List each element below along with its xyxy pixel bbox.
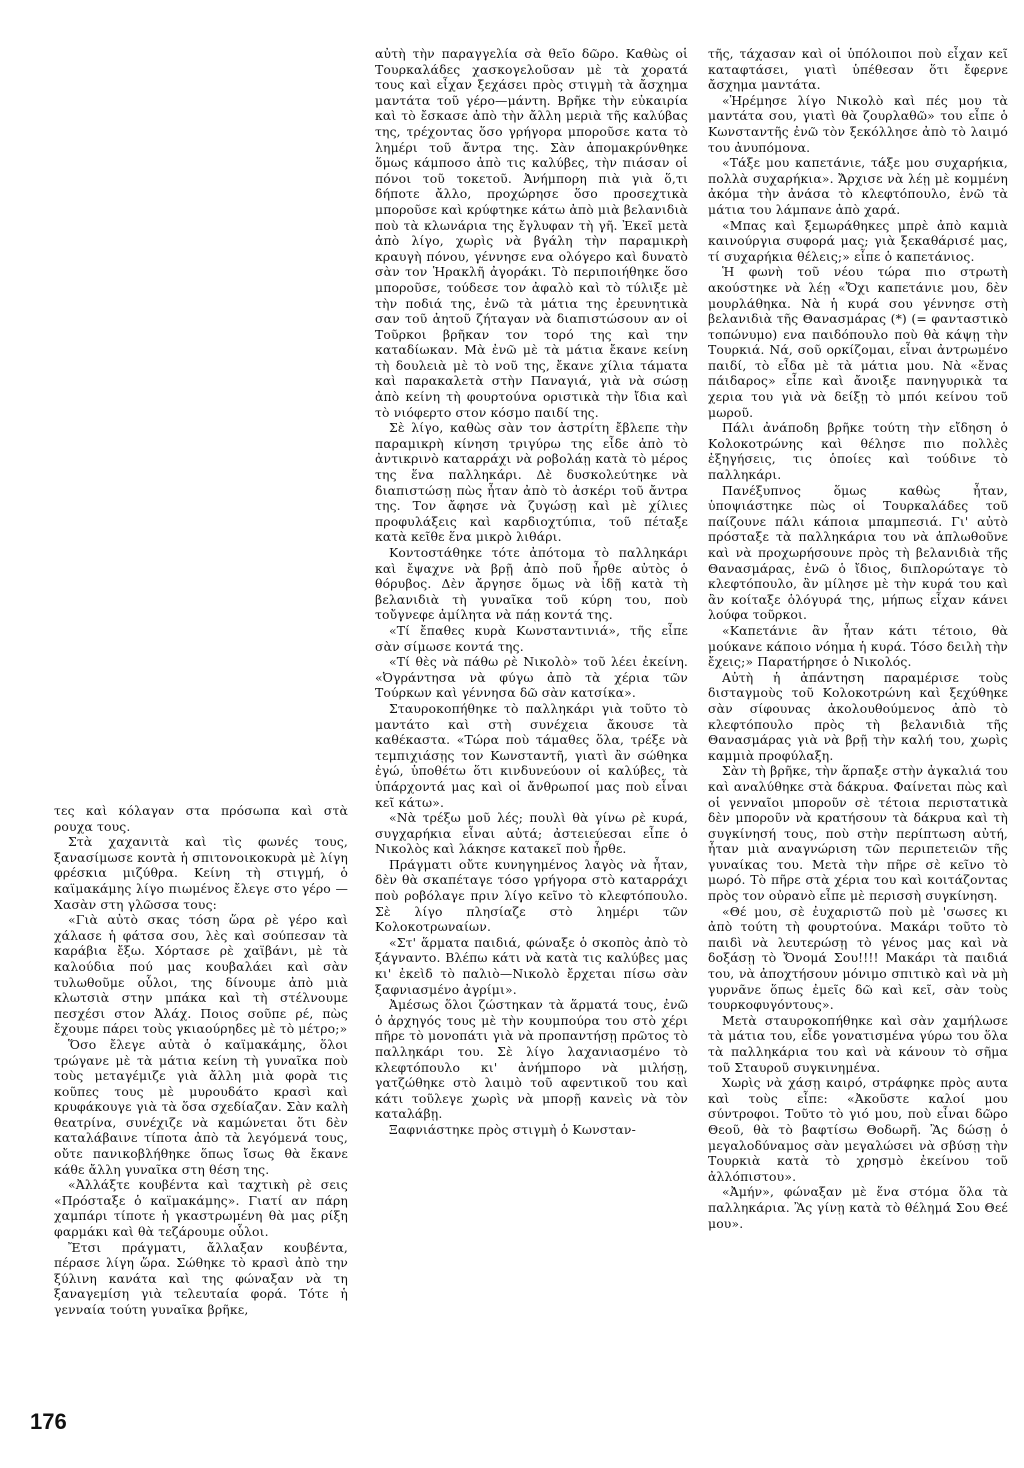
paragraph: «Μπας καὶ ξεμωράθηκες μπρὲ ἀπὸ καμιὰ καινούργια συφορά μας; γιὰ ξεκαθάρισέ μας, τί συχαρήκια θέλεις;» εἶπε ὁ καπετάνιος. [708,217,1008,264]
paragraph: Πανέξυπνος ὅμως καθὼς ἦταν, ὑποψιάστηκε πὼς οἱ Τουρκαλάδες τοῦ παίζουνε πάλι κάποια μπαμπεσιά. Γι' αὐτὸ πρόσταξε τὰ παλληκάρια του νὰ ἁπλωθοῦνε καὶ νὰ προχωρήσουνε πρὸς τὴ βελανιδιὰ τῆς Θανασμάρας, ἐνῶ ὁ ἴδιος, διπλορώταγε τὸ κλεφτόπουλο, ἂν μίλησε μὲ τὴν κυρά του καὶ ἂν κοίταξε ὁλόγυρά της, μήπως εἶχαν κάνει λούφα τοῦρκοι. [708,482,1008,623]
paragraph: «Θέ μου, σὲ ἐυχαριστῶ ποὺ μὲ 'σωσες κι ἀπὸ τούτη τὴ φουρτούνα. Μακάρι τοῦτο τὸ παιδὶ νὰ λευτερώσῃ τὸ γένος μας καὶ νὰ δοξάσῃ τὸ Ὄνομά Σου!!!! Μακάρι τὰ παιδιά του, νὰ ἀποχτήσουν μόνιμο σπιτικὸ καὶ νὰ μὴ γυρνᾶνε ὅπως ἐμεῖς δῶ καὶ κεῖ, σὰν τοὺς τουρκοφυγόντους». [708,903,1008,1013]
paragraph: Ἡ φωνὴ τοῦ νέου τώρα πιο στρωτὴ ακούστηκε νὰ λέῃ «Ὄχι καπετάνιε μου, δὲν μουρλάθηκα. Νὰ ἡ κυρά σου γέννησε στὴ βελανιδιὰ τῆς Θανασμάρας (*) (= φανταστικὸ τοπώνυμο) ενα παιδόπουλο ποὺ θὰ κάψῃ τὴν Τουρκιά. Νά, σοῦ ορκίζομαι, εἶναι ἀντρωμένο παιδί, τὸ εἶδα μὲ τὰ μάτια μου. Νὰ «ἕνας πάιδαρος» εἶπε καὶ ἄνοιξε πανηγυρικὰ τα χερια του γιὰ νὰ δείξῃ τὸ μπόι κείνου τοῦ μωροῦ. [708,264,1008,420]
paragraph: Χωρὶς νὰ χάσῃ καιρό, στράφηκε πρὸς αυτα καὶ τοὺς εἶπε: «Ἀκοῦστε καλοί μου σύντροφοι. Τοῦτο τὸ γιό μου, ποὺ εἶναι δῶρο Θεοῦ, θὰ τὸ βαφτίσω Θοδωρῆ. Ἂς δώσῃ ὁ μεγαλοδύναμος σὰν μεγαλώσει νὰ σβύσῃ τὴν Τουρκιὰ κατὰ τὸ χρησμὸ ἐκείνου τοῦ ἀλλόπιστου». [708,1075,1008,1184]
paragraph: «Ἀμήν», φώναξαν μὲ ἕνα στόμα ὅλα τὰ παλληκάρια. Ἂς γίνῃ κατὰ τὸ θέλημά Σου Θεέ μου». [708,1184,1008,1231]
paragraph: «Τί θὲς νὰ πάθω ρὲ Νικολὸ» τοῦ λέει ἐκείνη. «Ὀγράντησα νὰ φύγω ἀπὸ τὰ χέρια τῶν Τούρκων καὶ γέννησα δῶ σὰν κατσίκα». [375,654,688,701]
text-column-middle [375,46,688,1446]
paragraph: «Γιὰ αὐτὸ σκας τόση ὥρα ρὲ γέρο καὶ χάλασε ἡ φάτσα σου, λὲς καὶ σούπεσαν τὰ καράβια ἔξω. Χόρτασε ρὲ χαϊβάνι, μὲ τὰ καλούδια πού μας κουβαλάει καὶ σὰν τυλωθοῦμε οὗλοι, της δίνουμε ἀπὸ μιὰ κλωτσιὰ στην μπάκα καὶ τὴ στέλνουμε πεσχέσι στον Ἀλάχ. Ποιος σοῦπε ρέ, πὼς ἔχουμε πάρει τοὺς γκιαούρηδες μὲ τὸ μέτρο;» [54,912,348,1037]
text-column-left [54,803,348,1423]
paragraph: «Στ' ἅρματα παιδιά, φώναξε ὁ σκοπὸς ἀπὸ τὸ ξάγναντο. Βλέπω κάτι νὰ κατὰ τις καλύβες μας κι' ἐκεὶδ τὸ παλιὸ—Νικολὸ ἔρχεται πίσω σὰν ξαφνιασμένο ἀγρίμι». [375,934,688,997]
paragraph: Κοντοστάθηκε τότε ἀπότομα τὸ παλληκάρι καὶ ἔψαχνε νὰ βρῇ ἀπὸ ποῦ ἦρθε αὐτὸς ὁ θόρυβος. Δὲν ἄργησε ὅμως νὰ ἰδῇ κατὰ τὴ βελανιδιὰ τὴ γυναῖκα τοῦ κύρη του, ποὺ τοὔγνεφε ἀμίλητα νὰ πάῃ κοντά της. [375,545,688,623]
paragraph: «Καπετάνιε ἂν ἦταν κάτι τέτοιο, θὰ μούκανε κάποιο νόημα ἡ κυρά. Τόσο δειλὴ τὴν ἔχεις;» Παρατήρησε ὁ Νικολός. [708,622,1008,670]
paragraph: Πάλι ἀνάποδη βρῆκε τούτη τὴν εἴδηση ὁ Κολοκοτρώνης καὶ θέλησε πιο πολλὲς ἐξηγήσεις, τις ὁποίες καὶ τούδινε τὸ παλληκάρι. [708,420,1008,483]
paragraph: Αὐτὴ ἡ ἀπάντηση παραμέρισε τοὺς δισταγμοὺς τοῦ Κολοκοτρώνη καὶ ξεχύθηκε σὰν σίφουνας ἀκολουθούμενος ἀπὸ τὸ κλεφτόπουλο πρὸς τὴ βελανιδιὰ τῆς Θανασμάρας γιὰ νὰ βρῇ τὴν καλή του, χωρὶς καμμιὰ προφύλαξη. [708,669,1008,763]
paragraph: «Νὰ τρέξω μοῦ λές; πουλὶ θὰ γίνω ρὲ κυρά, συγχαρήκια εἶναι αὐτά; ἀστειεύεσαι εἶπε ὁ Νικολὸς καὶ λάκησε κατακεῖ ποὺ ἦρθε. [375,810,688,857]
paragraph: «Τάξε μου καπετάνιε, τάξε μου συχαρήκια, πολλὰ συχαρήκια». Ἄρχισε νὰ λέῃ μὲ κομμένη ἀκόμα τὴν ἀνάσα τὸ κλεφτόπουλο, ἐνῶ τὰ μάτια του λάμπανε ἀπὸ χαρά. [708,155,1008,217]
paragraph: αὐτὴ τὴν παραγγελία σὰ θεῖο δῶρο. Καθὼς οἱ Τουρκαλάδες χασκογελοῦσαν μὲ τὰ χορατά τους καὶ εἶχαν ξεχάσει πρὸς στιγμὴ τὰ ἄσχημα μαντάτα τοῦ γέρο—μάντη. Βρῆκε τὴν εὐκαιρία καὶ τὸ ἔσκασε ἀπὸ τὴν ἄλλη μεριὰ τῆς καλύβας της, τρέχοντας ὅσο γρήγορα μποροῦσε κατα τὸ λημέρι τοῦ ἄντρα της. Σὰν ἀπομακρύνθηκε ὅμως κάμποσο ἀπὸ τις καλύβες, τὴν πιάσαν οἱ πόνοι τοῦ τοκετοῦ. Ἀνήμπορη πιὰ γιὰ ὅ,τι δήποτε ἄλλο, προχώρησε ὅσο προσεχτικὰ μποροῦσε καὶ κρύφτηκε κάτω ἀπὸ μιὰ βελανιδιὰ ποὺ τὰ κλωνάρια της ἔγλυφαν τὴ γῆ. Ἐκεῖ μετὰ ἀπὸ λίγο, χωρὶς νὰ βγάλη τὴν παραμικρὴ κραυγὴ πόνου, γέννησε ενα ολόγερο καὶ δυνατὸ σὰν τον Ἡρακλῆ ἀγοράκι. Τὸ περιποιήθηκε ὅσο μποροῦσε, τούδεσε τον ἀφαλὸ καὶ τὸ τύλιξε μὲ τὴν ποδιά της, ἐνῶ τὰ μάτια της ἐρευνητικὰ σαν τοῦ ἀητοῦ ζήταγαν νὰ διαπιστώσουν αν οἱ Τοῦρκοι βρῆκαν τον τορό της καὶ την καταδίωκαν. Μὰ ἐνῶ μὲ τὰ μάτια ἔκανε κείνη τὴ δουλειὰ μὲ τὸ νοῦ της, ἔκανε χίλια τάματα καὶ παρακαλετὰ στὴν Παναγιά, γιὰ νὰ σώσῃ ἀπὸ κείνη τὴ φουρτούνα οριστικὰ τὴν ἴδια καὶ τὸ νιόφερτο στον κόσμο παιδί της. [375,46,688,420]
paragraph: τῆς, τάχασαν καὶ οἱ ὑπόλοιποι ποὺ εἶχαν κεῖ καταφτάσει, γιατὶ ὑπέθεσαν ὅτι ἔφερνε ἄσχημα μαντάτα. [708,46,1008,93]
paragraph: «Ἡρέμησε λίγο Νικολὸ καὶ πές μου τὰ μαντάτα σου, γιατὶ θὰ ζουρλαθῶ» του εἶπε ὁ Κωνσταντῆς ἐνῶ τὸν ξεκόλλησε ἀπὸ τὸ λαιμό του ἀνυπόμονα. [708,92,1008,155]
text-column-right [708,46,1008,1446]
paragraph: «Τί ἔπαθες κυρὰ Κωνσταντινιά», τῆς εἶπε σὰν σίμωσε κοντά της. [375,622,688,654]
paragraph: Πράγματι οὔτε κυνηγημένος λαγὸς νὰ ἦταν, δὲν θὰ σκαπέταγε τόσο γρήγορα στὸ καταρράχι ποὺ ροβόλαγε πριν λίγο κεῖνο τὸ κλεφτόπουλο. Σὲ λίγο πλησίαζε στὸ λημέρι τῶν Κολοκοτρωναίων. [375,856,688,935]
page-number: 176 [30,1409,67,1434]
paragraph: Σταυροκοπήθηκε τὸ παλληκάρι γιὰ τοῦτο τὸ μαντάτο καὶ στὴ συνέχεια ἄκουσε τὰ καθέκαστα. «Τώρα ποὺ τάμαθες ὅλα, τρέξε νὰ τεμπιχιάσῃς τον Κωνσταντῆ, γιατὶ ἂν σώθηκα ἐγώ, ὑποθέτω ὅτι κινδυνεύουν οἱ καλύβες, τὰ ὑπάρχοντά μας καὶ οἱ ἄνθρωποί μας ποὺ εἶναι κεῖ κάτω». [375,700,688,810]
paragraph: Ἀμέσως ὅλοι ζώστηκαν τὰ ἅρματά τους, ἐνῶ ὁ ἀρχηγός τους μὲ τὴν κουμπούρα του στὸ χέρι πῆρε τὸ μονοπάτι γιὰ νὰ προπαντήσῃ πρῶτος τὸ παλληκάρι του. Σὲ λίγο λαχανιασμένο τὸ κλεφτόπουλο κι' ἀνήμπορο νὰ μιλήσῃ, γατζώθηκε στὸ λαιμὸ τοῦ αφεντικοῦ του καὶ κάτι τοῦλεγε χωρὶς νὰ μπορῇ κανεὶς νὰ τὸν καταλάβῃ. [375,997,688,1122]
paragraph: «Ἀλλάξτε κουβέντα καὶ ταχτικὴ ρὲ σεις «Πρόσταξε ὁ καϊμακάμης». Γιατί αν πάρη χαμπάρι τίποτε ἡ γκαστρωμένη θὰ μας ρίξη φαρμάκι καὶ θὰ τεζάρουμε οὗλοι. [54,1177,348,1240]
paragraph: Ὅσο ἔλεγε αὐτὰ ὁ καϊμακάμης, ὅλοι τρώγανε μὲ τὰ μάτια κείνη τὴ γυναῖκα ποὺ τοὺς μεταγέμιζε γιὰ ἄλλη μιὰ φορὰ τις κοῦπες τους μὲ μυρουδάτο κρασὶ καὶ κρυφάκουγε γιὰ τὰ ὅσα σχεδίαζαν. Σὰν καλὴ θεατρίνα, συνέχιζε νὰ καμώνεται ὅτι δὲν καταλάβαινε τίποτα ἀπὸ τὰ λεγόμενά τους, οὔτε πανικοβλήθηκε ὅπως ἴσως θὰ ἔκανε κάθε ἄλλη γυναῖκα στη θέση της. [54,1036,348,1177]
paragraph: Ἔτσι πράγματι, ἄλλαξαν κουβέντα, πέρασε λίγη ὥρα. Σώθηκε τὸ κρασὶ ἀπὸ την ξύλινη κανάτα καὶ της φώναξαν νὰ τη ξαναγεμίση γιὰ τελευταία φορά. Τότε ἡ γενναία τούτη γυναῖκα βρῆκε, [54,1239,348,1317]
paragraph: Στὰ χαχανιτὰ καὶ τὶς φωνές τους, ξανασίμωσε κοντὰ ἡ σπιτονοικοκυρὰ μὲ λίγη φρέσκια μιζύθρα. Κείνη τὴ στιγμή, ὁ καϊμακάμης λίγο πιωμένος ἔλεγε στο γέρο —Χασὰν στη γλῶσσα τους: [54,834,348,912]
paragraph: Ξαφνιάστηκε πρὸς στιγμὴ ὁ Κωνσταν- [389,1121,636,1137]
paragraph: Μετὰ σταυροκοπήθηκε καὶ σὰν χαμήλωσε τὰ μάτια του, εἶδε γονατισμένα γύρω του ὅλα τὰ παλληκάρια του καὶ νὰ κάνουν τὸ σῆμα τοῦ Σταυροῦ συγκινημένα. [708,1012,1008,1075]
paragraph: τες καὶ κόλαγαν στα πρόσωπα καὶ στὰ ρουχα τους. [54,803,348,834]
paragraph: Σὲ λίγο, καθὼς σὰν τον ἀστρίτη ἔβλεπε τὴν παραμικρὴ κίνηση τριγύρω της εἶδε ἀπὸ τὸ ἀντικρινὸ καταρράχι νὰ ροβολάῃ κατὰ τὸ μέρος της ἕνα παλληκάρι. Δὲ δυσκολεύτηκε νὰ διαπιστώσῃ πὼς ἦταν ἀπὸ τὸ ἀσκέρι τοῦ ἄντρα της. Τον ἄφησε νὰ ζυγώσῃ καὶ μὲ χίλιες προφυλάξεις καὶ καρδιοχτύπια, τοῦ πέταξε κατὰ κεῖθε ἕνα μικρὸ λιθάρι. [375,420,688,545]
paragraph: Σὰν τὴ βρῆκε, τὴν ἅρπαξε στὴν ἀγκαλιά του καὶ αναλύθηκε στὰ δάκρυα. Φαίνεται πὼς καὶ οἱ γενναῖοι μποροῦν σὲ τέτοια περιστατικὰ δὲν μποροῦν νὰ κρατήσουν τὰ δάκρυα καὶ τὴ συγκίνησή τους, ποὺ στὴν περίπτωση αὐτή, ἦταν μιὰ αναγνώριση τῶν περιπετειῶν τῆς γυναίκας του. Μετὰ τὴν πῆρε σὲ κεῖνο τὸ μωρό. Τὸ πῆρε στὰ χέρια του καὶ κοιτάζοντας πρὸς τον οὐρανὸ εἶπε μὲ περισσὴ συγκίνηση. [708,763,1008,904]
